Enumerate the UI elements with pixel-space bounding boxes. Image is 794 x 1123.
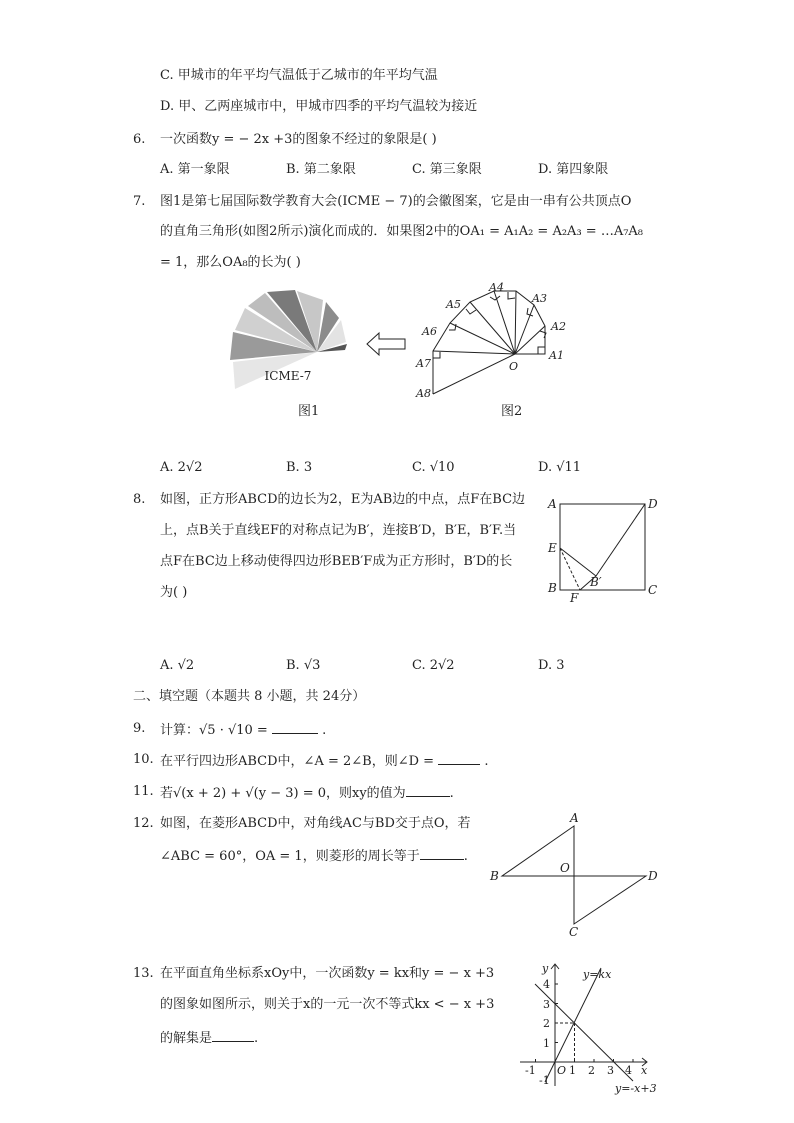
q9-answer-blank[interactable] <box>272 719 318 734</box>
x-tick-1: 1 <box>569 1064 576 1077</box>
label-o: O <box>509 360 519 373</box>
label-c: C <box>569 925 579 939</box>
q8-line1: 如图，正方形ABCD的边长为2，E为AB边的中点，点F在BC边 <box>160 492 526 507</box>
label-b-prime: B′ <box>590 575 602 589</box>
q12-line2: ∠ABC = 60°，OA = 1，则菱形的周长等于 <box>160 849 420 864</box>
q11-answer-blank[interactable] <box>406 782 450 797</box>
q13-line3: 的解集是 <box>160 1031 213 1046</box>
q8-option-c: C. 2√2 <box>412 658 455 673</box>
q6-number: 6. <box>133 132 146 147</box>
q9-number: 9. <box>133 721 146 736</box>
q6-option-d: D. 第四象限 <box>538 162 609 177</box>
q10-post: . <box>480 754 489 769</box>
q11-pre: 若 <box>160 786 174 801</box>
q9-post: . <box>317 723 327 738</box>
figure1-caption: 图1 <box>298 404 320 419</box>
x-tick-neg1: -1 <box>525 1064 536 1077</box>
icme-logo-text: ICME-7 <box>264 369 312 383</box>
line-neg-x-label: y=-x+3 <box>615 1082 657 1095</box>
left-arrow-icon <box>365 331 409 357</box>
figure2-caption: 图2 <box>501 404 523 419</box>
q10-answer-blank[interactable] <box>438 750 480 765</box>
y-axis-label: y <box>542 962 549 975</box>
q9-pre: 计算： <box>160 723 200 738</box>
label-a: A <box>548 497 557 511</box>
q11-number: 11. <box>133 784 154 799</box>
q13-line2: 的图象如图所示，则关于x的一元一次不等式kx < − x +3 <box>160 997 495 1012</box>
q8-option-b: B. √3 <box>286 658 321 673</box>
q6-option-b: B. 第二象限 <box>286 162 356 177</box>
label-o: O <box>560 861 570 875</box>
spiral-triangles-figure <box>410 278 575 403</box>
q8-option-a: A. √2 <box>160 658 195 673</box>
q12-number: 12. <box>133 816 154 831</box>
q13-line1: 在平面直角坐标系xOy中，一次函数y = kx和y = − x +3 <box>160 966 495 981</box>
y-tick-2: 2 <box>543 1017 550 1030</box>
q9-text <box>160 719 326 741</box>
label-c: C <box>648 583 658 597</box>
label-a2: A2 <box>551 320 566 333</box>
x-tick-3: 3 <box>607 1064 614 1077</box>
q6-stem: 一次函数y = − 2x +3的图象不经过的象限是( ) <box>160 132 437 147</box>
q11-expr: √(x + 2) + √(y − 3) = 0，则xy的值为 <box>173 786 406 801</box>
q8-option-d: D. 3 <box>538 658 565 673</box>
x-axis-label: x <box>641 1064 648 1077</box>
label-a6: A6 <box>422 325 437 338</box>
rhombus-figure <box>485 812 665 940</box>
square-abcd-figure <box>540 492 665 604</box>
q13-answer-blank[interactable] <box>212 1027 254 1042</box>
label-a8: A8 <box>416 387 431 400</box>
q13-post: . <box>254 1031 259 1046</box>
x-tick-2: 2 <box>588 1064 595 1077</box>
q8-line4: 为( ) <box>160 585 188 600</box>
icme-logo-figure <box>225 288 355 394</box>
q7-option-c: C. √10 <box>412 460 455 475</box>
q7-option-b: B. 3 <box>286 460 313 475</box>
q7-option-d: D. √11 <box>538 460 582 475</box>
label-b: B <box>490 869 499 883</box>
y-tick-neg1: -1 <box>539 1074 550 1087</box>
label-a3: A3 <box>532 292 547 305</box>
q8-line3: 点F在BC边上移动使得四边形BEB′F成为正方形时，B′D的长 <box>160 554 513 569</box>
label-e: E <box>548 541 557 555</box>
label-d: D <box>648 869 658 883</box>
y-tick-1: 1 <box>543 1037 550 1050</box>
label-a5: A5 <box>446 298 461 311</box>
section-title: 二、填空题（本题共 8 小题，共 24分） <box>133 689 366 704</box>
q7-line3: = 1，那么OA₈的长为( ) <box>160 255 301 270</box>
q7-number: 7. <box>133 194 146 209</box>
label-a1: A1 <box>549 349 564 362</box>
q6-option-a: A. 第一象限 <box>160 162 230 177</box>
q11-text <box>160 782 454 804</box>
q10-stem: 在平行四边形ABCD中，∠A = 2∠B，则∠D = <box>160 754 435 769</box>
q12-line2-wrap <box>160 845 468 867</box>
q8-number: 8. <box>133 492 146 507</box>
q8-line2: 上，点B关于直线EF的对称点记为B′，连接B′D，B′E，B′F.当 <box>160 523 517 538</box>
q5-option-d: D. 甲、乙两座城市中，甲城市四季的平均气温较为接近 <box>160 99 478 114</box>
label-f: F <box>570 591 579 604</box>
label-d: D <box>648 497 658 511</box>
coordinate-graph <box>515 958 665 1098</box>
q7-line1: 图1是第七届国际数学教育大会(ICME − 7)的会徽图案，它是由一串有公共顶点O <box>160 194 632 209</box>
y-tick-4: 4 <box>543 978 550 991</box>
label-a7: A7 <box>416 357 431 370</box>
label-a: A <box>570 812 579 825</box>
q6-option-c: C. 第三象限 <box>412 162 482 177</box>
q9-expr: √5 · √10 = <box>199 723 268 738</box>
q7-line2: 的直角三角形(如图2所示)演化而成的．如果图2中的OA₁ = A₁A₂ = A₂A₃ = …A₇A₈ <box>160 224 644 239</box>
label-a4: A4 <box>489 281 504 294</box>
y-tick-3: 3 <box>543 998 550 1011</box>
q11-post: . <box>449 786 454 801</box>
q5-option-c: C. 甲城市的年平均气温低于乙城市的年平均气温 <box>160 68 438 83</box>
q7-option-a: A. 2√2 <box>160 460 203 475</box>
q13-line3-wrap <box>160 1027 258 1049</box>
origin-label: O <box>557 1064 567 1077</box>
q10-number: 10. <box>133 752 154 767</box>
label-b: B <box>548 581 557 595</box>
q12-line1: 如图，在菱形ABCD中，对角线AC与BD交于点O，若 <box>160 816 471 831</box>
q12-post: . <box>463 849 468 864</box>
q13-number: 13. <box>133 966 154 981</box>
x-tick-4: 4 <box>625 1064 632 1077</box>
line-ykx-label: y=kx <box>583 968 612 981</box>
q10-text <box>160 750 488 772</box>
q12-answer-blank[interactable] <box>420 845 464 860</box>
